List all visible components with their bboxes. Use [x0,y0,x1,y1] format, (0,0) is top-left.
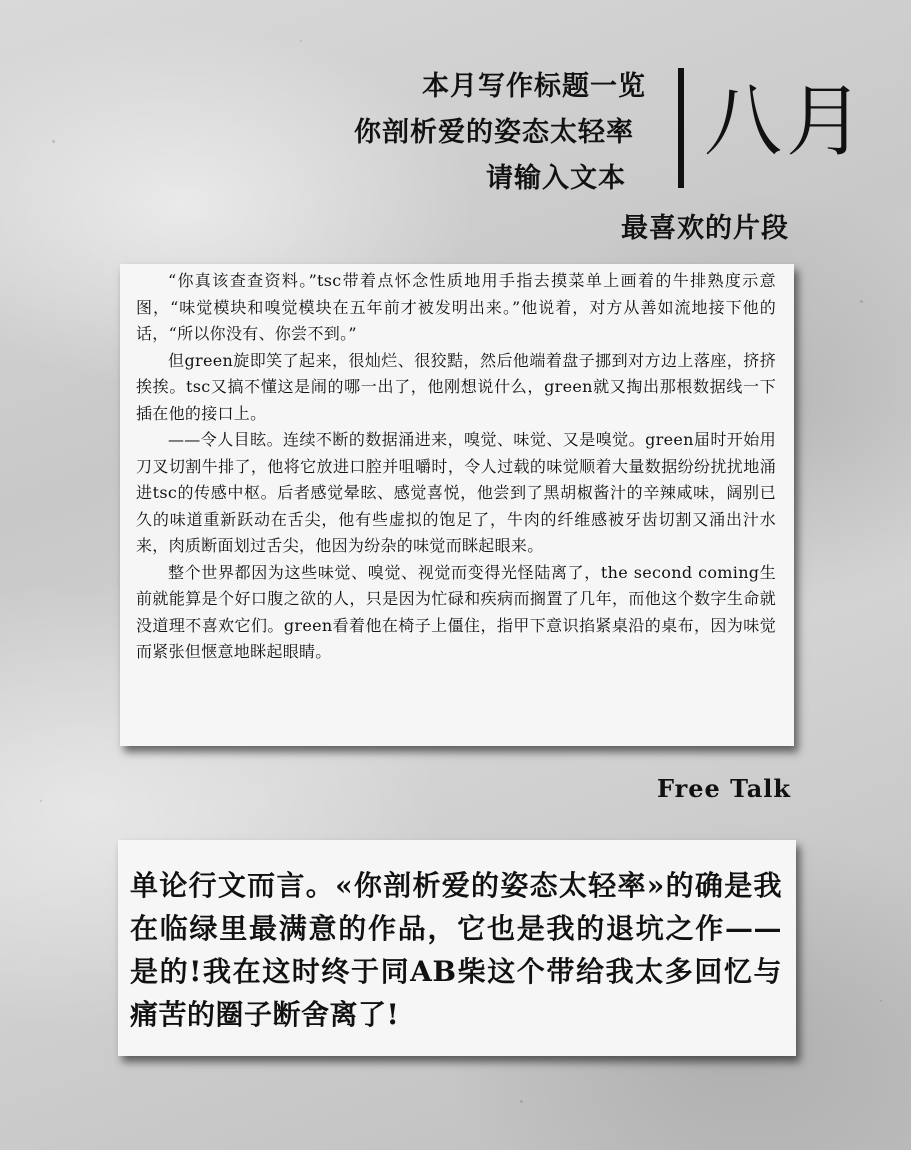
free-talk-text: 单论行文而言。«你剖析爱的姿态太轻率»的确是我在临绿里最满意的作品，它也是我的退坑之作——是的!我在这时终于同AB柴这个带给我太多回忆与痛苦的圈子断舍离了! [130,869,782,1031]
free-talk-heading: Free Talk [656,774,791,803]
excerpt-paragraph: ——令人目眩。连续不断的数据涌进来，嗅觉、味觉、又是嗅觉。green届时开始用刀叉切割牛排了，他将它放进口腔并咀嚼时，令人过载的味觉顺着大量数据纷纷扰扰地涌进tsc的传感中枢。后者感觉晕眩、感觉喜悦，他尝到了黑胡椒酱汁的辛辣咸味，阔别已久的味道重新跃动在舌尖，他有些虚拟的饱足了，牛肉的纤维感被牙齿切割又涌出汁水来，肉质断面划过舌尖，他因为纷杂的味觉而眯起眼来。 [136,430,776,555]
title-entry: 你剖析爱的姿态太轻率 [354,117,634,148]
texture-speck [52,140,55,143]
titles-heading: 本月写作标题一览 [422,71,646,102]
vertical-divider [678,68,684,188]
texture-speck [880,1000,882,1002]
free-talk-card [118,840,796,1056]
excerpt-paragraph: “你真该查查资料。”tsc带着点怀念性质地用手指去摸菜单上画着的牛排熟度示意图，“味觉模块和嗅觉模块在五年前才被发明出来。”他说着，对方从善如流地接下他的话，“所以你没有、你尝不到。” [136,271,776,343]
excerpt-paragraph: 整个世界都因为这些味觉、嗅觉、视觉而变得光怪陆离了，the second coming生前就能算是个好口腹之欲的人，只是因为忙碌和疾病而搁置了几年，而他这个数字生命就没道理不喜欢它们。green看着他在椅子上僵住，指甲下意识掐紧桌沿的桌布，因为味觉而紧张但惬意地眯起眼睛。 [136,562,776,661]
excerpt-paragraph: 但green旋即笑了起来，很灿烂、很狡黠，然后他端着盘子挪到对方边上落座，挤挤挨挨。tsc又搞不懂这是闹的哪一出了，他刚想说什么，green就又掏出那根数据线一下插在他的接口上。 [136,350,776,423]
favorite-excerpt-heading: 最喜欢的片段 [621,213,789,244]
month-label: 八月 [704,77,869,167]
title-entry-placeholder: 请输入文本 [486,163,626,194]
texture-speck [40,800,42,802]
monthly-titles [226,64,646,202]
favorite-excerpt-card [120,264,794,746]
texture-speck [520,1100,523,1103]
texture-speck [300,40,302,42]
texture-speck [860,300,863,303]
